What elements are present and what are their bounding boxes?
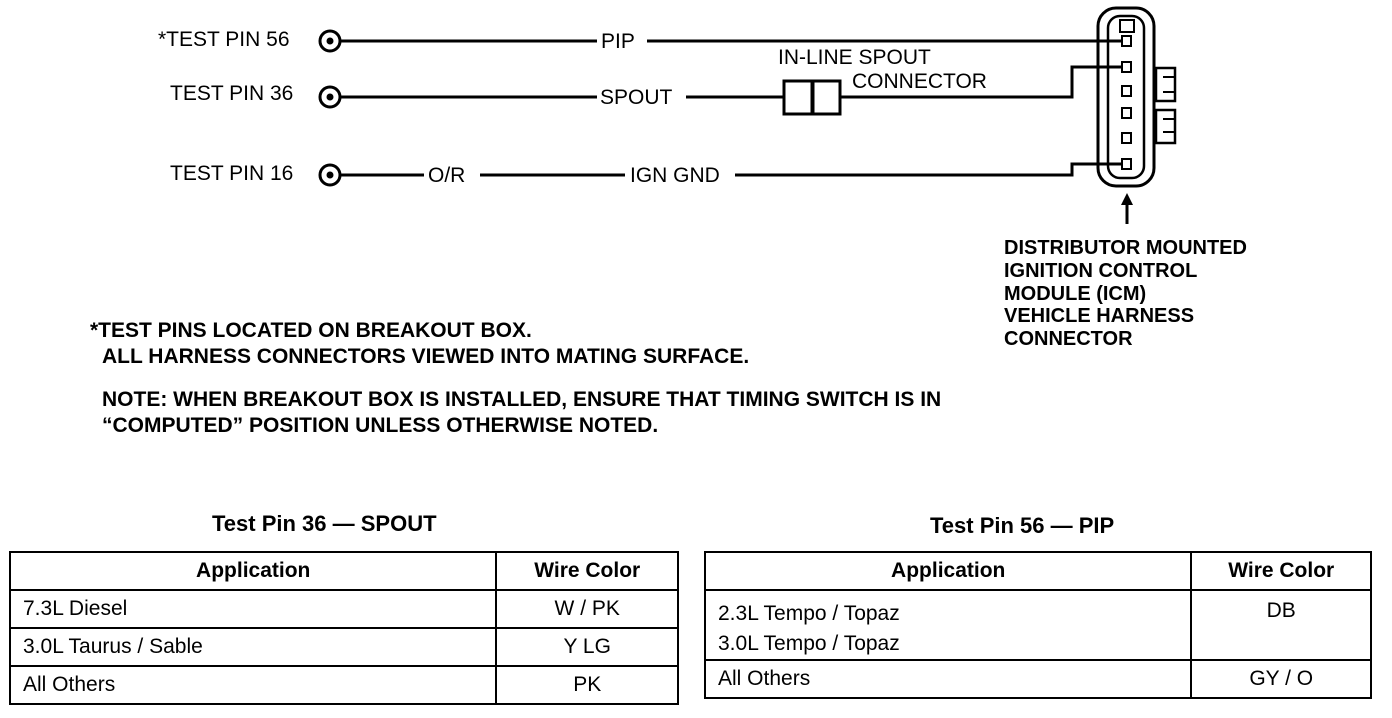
- wire-color-cell: GY / O: [1191, 660, 1371, 698]
- ign-gnd-wire-tag: O/R: [428, 164, 466, 187]
- test-pin-56-label: *TEST PIN 56: [158, 28, 290, 51]
- test-pin-56-terminal: [320, 31, 340, 51]
- icm-label-line2: IGNITION CONTROL: [1004, 260, 1198, 282]
- pip-wire-color-table: [704, 551, 1372, 699]
- icm-label-line4: VEHICLE HARNESS: [1004, 305, 1195, 327]
- icm-label-line5: CONNECTOR: [1004, 328, 1133, 350]
- inline-connector-label-line2: CONNECTOR: [852, 70, 987, 93]
- application-cell: All Others: [10, 666, 496, 704]
- icm-label-line3: MODULE (ICM): [1004, 283, 1147, 305]
- test-pin-16-label: TEST PIN 16: [170, 162, 294, 185]
- spout-table-title: Test Pin 36 — SPOUT: [212, 511, 437, 536]
- wire-color-header: Wire Color: [496, 552, 678, 590]
- spout-wire-color-table: [9, 551, 679, 705]
- pip-wire-label: PIP: [601, 30, 635, 53]
- table-row: [705, 590, 1371, 660]
- application-cell: [705, 590, 1191, 660]
- table-header-row: [705, 552, 1371, 590]
- note-line-4: “COMPUTED” POSITION UNLESS OTHERWISE NOTED.: [102, 414, 659, 437]
- table-row: [705, 660, 1371, 698]
- spout-wire-label: SPOUT: [600, 86, 673, 109]
- icm-pointer-arrow: [1121, 193, 1133, 224]
- test-pin-36-label: TEST PIN 36: [170, 82, 294, 105]
- wire-color-header: Wire Color: [1191, 552, 1371, 590]
- inline-spout-connector: [784, 81, 840, 114]
- pip-table-title: Test Pin 56 — PIP: [930, 513, 1115, 538]
- application-cell: 7.3L Diesel: [10, 590, 496, 628]
- table-header-row: [10, 552, 678, 590]
- application-cell: All Others: [705, 660, 1191, 698]
- application-header: Application: [10, 552, 496, 590]
- application-header: Application: [705, 552, 1191, 590]
- application-line: 2.3L Tempo / Topaz: [718, 602, 900, 625]
- application-line: 3.0L Tempo / Topaz: [718, 632, 900, 655]
- icm-label-line1: DISTRIBUTOR MOUNTED: [1004, 237, 1247, 259]
- wire-color-cell: DB: [1191, 590, 1371, 660]
- application-cell: 3.0L Taurus / Sable: [10, 628, 496, 666]
- wire-color-cell: Y LG: [496, 628, 678, 666]
- test-pin-16-terminal: [320, 165, 340, 185]
- table-row: [10, 590, 678, 628]
- inline-connector-label-line1: IN-LINE SPOUT: [778, 46, 931, 69]
- wire-color-cell: PK: [496, 666, 678, 704]
- spout-wire: [340, 67, 1122, 97]
- note-line-2: ALL HARNESS CONNECTORS VIEWED INTO MATING SURFACE.: [102, 345, 750, 368]
- table-row: [10, 666, 678, 704]
- wire-color-cell: W / PK: [496, 590, 678, 628]
- ign-gnd-wire-label: IGN GND: [630, 164, 720, 187]
- table-row: [10, 628, 678, 666]
- note-line-3: NOTE: WHEN BREAKOUT BOX IS INSTALLED, ENSURE THAT TIMING SWITCH IS IN: [102, 388, 942, 411]
- test-pin-36-terminal: [320, 87, 340, 107]
- note-line-1: *TEST PINS LOCATED ON BREAKOUT BOX.: [90, 319, 532, 342]
- icm-harness-connector: [1098, 8, 1175, 186]
